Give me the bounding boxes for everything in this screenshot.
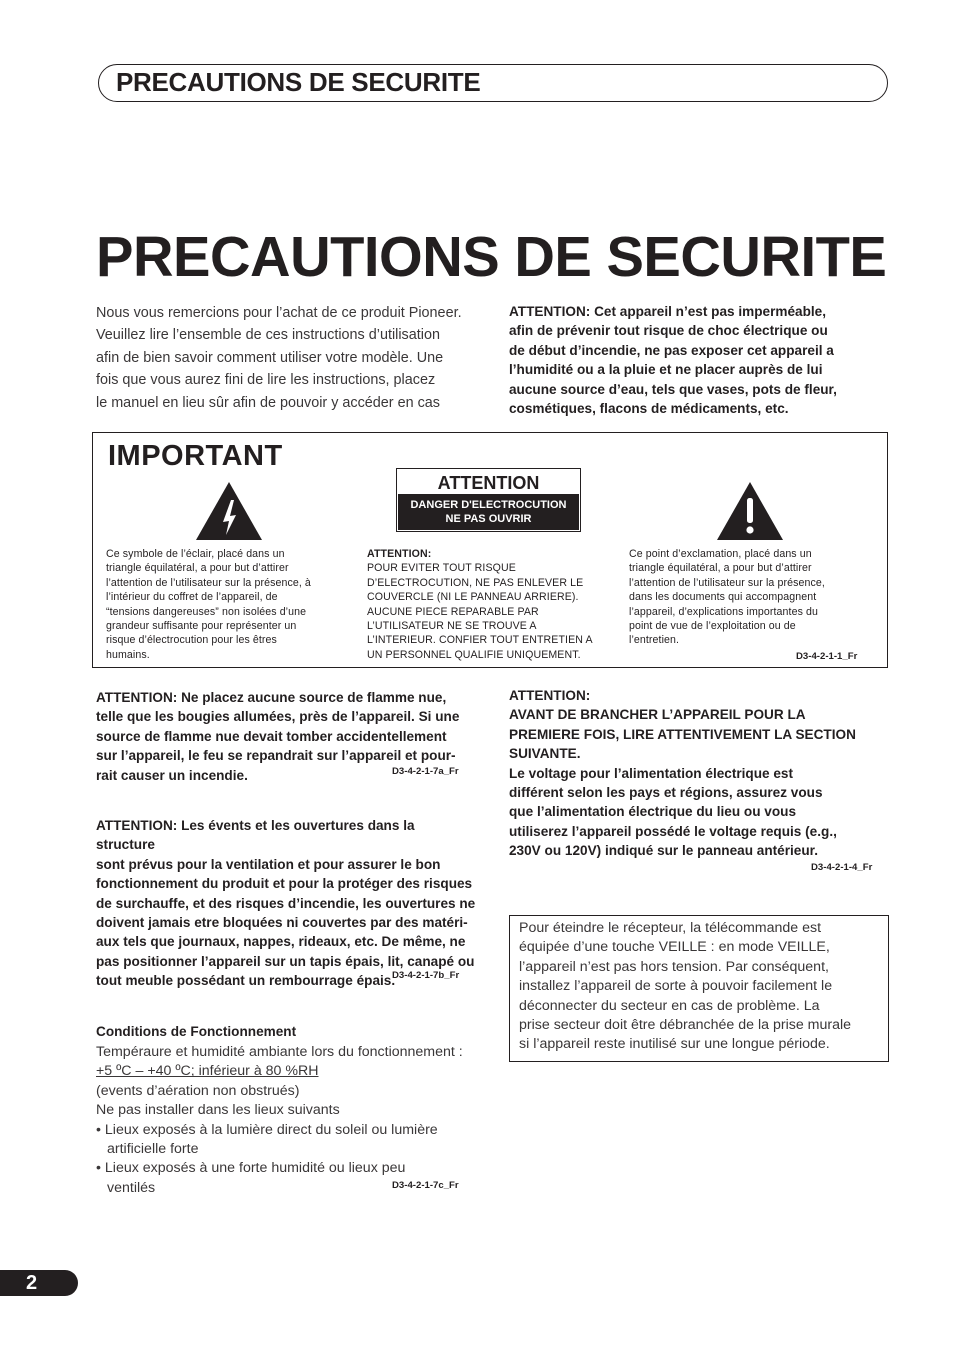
attention-water-paragraph <box>509 302 869 418</box>
attention-water-line: ATTENTION: Cet appareil n’est pas imperméable, <box>509 304 827 319</box>
attention-explanation-line: AUCUNE PIECE REPARABLE PAR <box>367 605 539 618</box>
conditions-line: (events d’aération non obstrués) <box>96 1082 300 1099</box>
attention-vent-reference-code: D3-4-2-1-7b_Fr <box>392 970 460 981</box>
lightning-line: l’attention de l’utilisateur sur la présence, à <box>106 576 311 589</box>
exclamation-line: triangle équilatéral, a pour but d’attirer <box>629 562 812 575</box>
section-header-title: PRECAUTIONS DE SECURITE <box>116 67 481 97</box>
intro-line: Nous vous remercions pour l’achat de ce produit Pioneer. <box>96 305 462 321</box>
attention-water-line: l’humidité ou a la pluie et ne placer auprès de lui <box>509 362 823 378</box>
exclamation-line: point de vue de l’exploitation ou de <box>629 620 796 633</box>
lightning-explanation <box>106 547 351 662</box>
standby-line: Pour éteindre le récepteur, la télécommande est <box>519 920 822 936</box>
attention-label-line: NE PAS OUVRIR <box>445 513 532 525</box>
attention-label-title: ATTENTION <box>437 473 540 493</box>
attention-voltage-line: AVANT DE BRANCHER L’APPAREIL POUR LA <box>509 707 806 723</box>
conditions-temperature-range: +5 ºC – +40 ºC; inférieur à 80 %RH <box>96 1063 319 1080</box>
attention-vent-line: doivent jamais etre bloquées ni couvertes par des matéri- <box>96 915 468 931</box>
attention-voltage-line: ATTENTION: <box>509 688 591 703</box>
attention-voltage-line: que l’alimentation électrique du lieu ou vous <box>509 804 797 820</box>
intro-line: afin de bien savoir comment utiliser votre modèle. Une <box>96 349 444 366</box>
standby-line: équipée d’une touche VEILLE : en mode VEILLE, <box>519 939 830 956</box>
attention-fire-line: ATTENTION: Ne placez aucune source de flamme nue, <box>96 690 447 705</box>
attention-voltage-line: utiliserez l’appareil possédé le voltage requis (e.g., <box>509 823 837 839</box>
conditions-line: Ne pas installer dans les lieux suivants <box>96 1102 340 1119</box>
lightning-warning-icon <box>194 480 264 542</box>
conditions-body <box>96 1043 481 1198</box>
attention-vent-line: de surchauffe, et des risques d’incendie, les ouvertures ne <box>96 895 476 911</box>
attention-vent-line: ATTENTION: Les évents et les ouvertures dans la structure <box>96 818 415 853</box>
exclamation-warning-icon <box>715 480 785 542</box>
attention-explanation-line: UN PERSONNEL QUALIFIE UNIQUEMENT. <box>367 648 581 661</box>
attention-vent-line: fonctionnement du produit et pour la protéger des risques <box>96 876 473 892</box>
standby-line: installez l’appareil de sorte à pouvoir facilement le <box>519 978 833 995</box>
attention-voltage-line: PREMIERE FOIS, LIRE ATTENTIVEMENT LA SECTION <box>509 726 856 742</box>
lightning-line: triangle équilatéral, a pour but d’attirer <box>106 562 289 575</box>
lightning-line: grandeur suffisante pour représenter un <box>106 620 297 633</box>
attention-explanation-line: POUR EVITER TOUT RISQUE <box>367 562 516 575</box>
attention-voltage-line: différent selon les pays et régions, assurez vous <box>509 785 823 801</box>
attention-label-warning <box>398 494 579 530</box>
lightning-line: risque d’électrocution pour les êtres <box>106 634 277 647</box>
intro-line: Veuillez lire l’ensemble de ces instructions d’utilisation <box>96 327 440 344</box>
page-title: PRECAUTIONS DE SECURITE <box>96 225 887 289</box>
exclamation-line: Ce point d’exclamation, placé dans un <box>629 548 812 560</box>
exclamation-line: dans les documents qui accompagnent <box>629 591 817 604</box>
attention-label-line: DANGER D'ELECTROCUTION <box>410 499 567 511</box>
standby-line: prise secteur doit être débranchée de la prise murale <box>519 1017 852 1034</box>
attention-vent-line: sont prévus pour la ventilation et pour assurer le bon <box>96 856 441 872</box>
standby-note-text <box>519 919 881 1055</box>
conditions-line: Tempéraure et humidité ambiante lors du fonctionnement : <box>96 1044 463 1060</box>
attention-voltage-line: 230V ou 120V) indiqué sur le panneau antérieur. <box>509 843 818 859</box>
standby-line: l’appareil n’est pas hors tension. Par conséquent, <box>519 958 829 975</box>
exclamation-line: l’entretien. <box>629 634 680 647</box>
attention-water-line: aucune source d’eau, tels que vases, pots de fleur, <box>509 381 837 397</box>
attention-voltage-line: SUIVANTE. <box>509 746 581 762</box>
attention-explanation-line: L’UTILISATEUR NE SE TROUVE A <box>367 620 537 633</box>
conditions-bullet: • Lieux exposés à la lumière direct du soleil ou lumière artificielle forte <box>96 1121 438 1158</box>
conditions-bullet: • Lieux exposés à une forte humidité ou lieux peu ventilés <box>96 1160 406 1196</box>
standby-line: si l’appareil reste inutilisé sur une longue période. <box>519 1036 830 1053</box>
attention-explanation <box>367 547 617 662</box>
exclamation-line: l’appareil, d’explications importantes du <box>629 605 819 618</box>
attention-explanation-line: L’INTERIEUR. CONFIER TOUT ENTRETIEN A <box>367 634 593 647</box>
standby-line: déconnecter du secteur en cas de problème. La <box>519 997 820 1014</box>
attention-fire-reference-code: D3-4-2-1-7a_Fr <box>392 766 459 777</box>
attention-water-line: cosmétiques, flacons de médicaments, etc. <box>509 401 789 417</box>
page-number: 2 <box>26 1272 38 1294</box>
important-reference-code: D3-4-2-1-1_Fr <box>796 651 858 662</box>
exclamation-line: l’attention de l’utilisateur sur la présence, <box>629 576 825 589</box>
conditions-reference-code: D3-4-2-1-7c_Fr <box>392 1180 459 1191</box>
attention-voltage-line: Le voltage pour l’alimentation électrique est <box>509 765 794 781</box>
important-title: IMPORTANT <box>108 440 283 472</box>
attention-voltage-paragraph <box>509 686 889 861</box>
attention-vent-line: tout meuble possédant un rembourrage épais. <box>96 973 396 989</box>
attention-explanation-line: COUVERCLE (NI LE PANNEAU ARRIERE). <box>367 591 579 604</box>
attention-water-line: de début d’incendie, ne pas exposer cet appareil a <box>509 342 834 358</box>
attention-voltage-reference-code: D3-4-2-1-4_Fr <box>811 862 873 873</box>
attention-explanation-heading: ATTENTION: <box>367 548 432 560</box>
attention-fire-line: telle que les bougies allumées, près de l’appareil. Si une <box>96 709 460 725</box>
page-number-tab <box>0 1270 78 1296</box>
lightning-line: l’intérieur du coffret de l’appareil, de <box>106 591 278 604</box>
lightning-line: “tensions dangereuses” non isolées d’une <box>106 605 307 618</box>
attention-vent-line: aux tels que journaux, nappes, rideaux, etc. De même, ne <box>96 934 466 950</box>
lightning-line: humains. <box>106 648 150 661</box>
attention-fire-line: source de flamme nue devait tomber accidentellement <box>96 728 447 744</box>
attention-vent-line: pas positionner l’appareil sur un tapis épais, lit, canapé ou <box>96 953 475 969</box>
intro-line: fois que vous aurez fini de lire les instructions, placez <box>96 372 436 389</box>
attention-fire-line: rait causer un incendie. <box>96 767 248 783</box>
conditions-heading: Conditions de Fonctionnement <box>96 1024 297 1039</box>
intro-line: le manuel en lieu sûr afin de pouvoir y accéder en cas <box>96 394 440 411</box>
exclamation-explanation <box>629 547 869 648</box>
attention-water-line: afin de prévenir tout risque de choc électrique ou <box>509 323 828 339</box>
lightning-line: Ce symbole de l’éclair, placé dans un <box>106 548 285 560</box>
attention-vent-paragraph <box>96 816 476 991</box>
attention-explanation-line: D’ELECTROCUTION, NE PAS ENLEVER LE <box>367 576 584 589</box>
intro-paragraph <box>96 302 481 414</box>
attention-fire-line: sur l’appareil, le feu se repandrait sur l’appareil et pour- <box>96 748 456 764</box>
